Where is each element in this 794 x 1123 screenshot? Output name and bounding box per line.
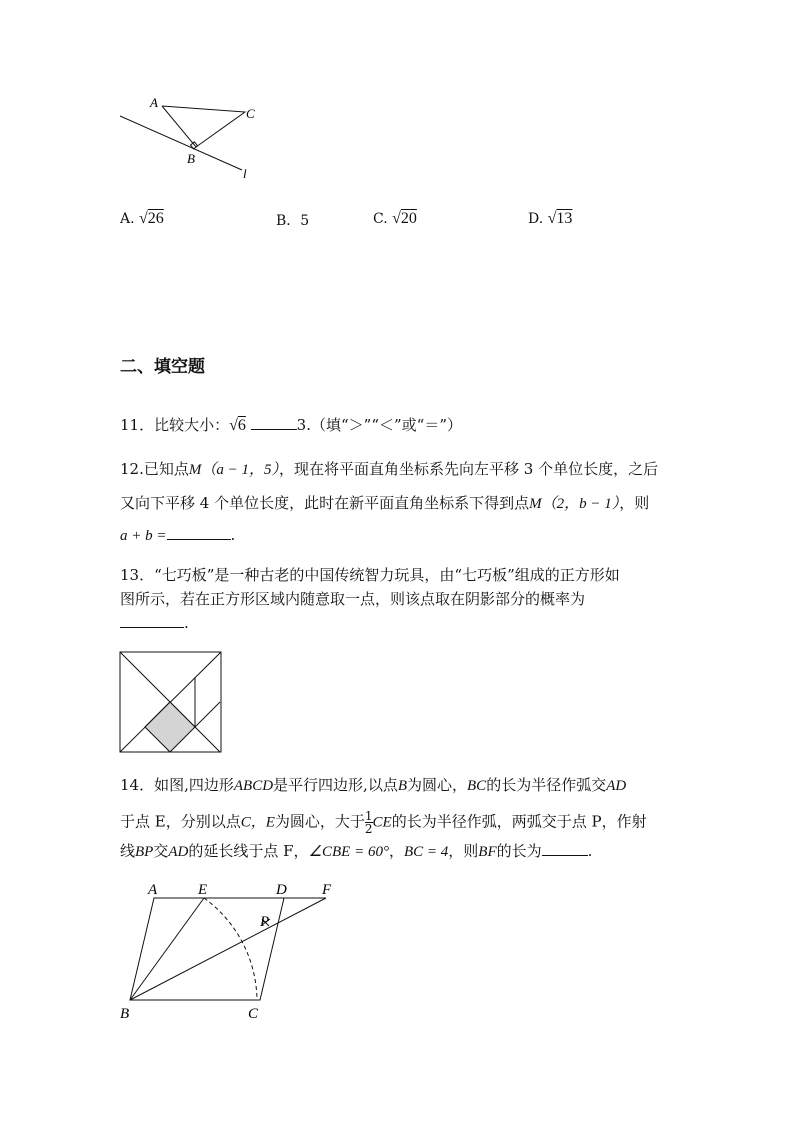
parallelogram-figure [114, 878, 346, 1024]
ray-bf [130, 898, 326, 1000]
label-c: C [248, 1006, 259, 1022]
label-a: A [148, 882, 158, 898]
section-title: 二、填空题 [120, 357, 205, 377]
question-12-line-2: 又向下平移 4 个单位长度，此时在新平面直角坐标系下得到点M（2，b − 1），则 [120, 494, 650, 512]
question-13-line-2: 图所示，若在正方形区域内随意取一点，则该点取在阴影部分的概率为 [120, 590, 586, 608]
option-c: C. √20 [373, 210, 417, 227]
label-b: B [187, 151, 195, 166]
label-a: A [150, 95, 158, 110]
answer-blank-12 [167, 525, 231, 540]
label-d: D [276, 882, 287, 898]
segment-be [130, 898, 204, 1000]
question-12-line-3: a + b = . [120, 526, 236, 544]
question-11: 11．比较大小：√6 3.（填“＞”“＜”或“＝”） [120, 416, 462, 434]
arc-ec [204, 898, 257, 1000]
question-13-line-3: . [120, 612, 189, 634]
label-f: F [322, 882, 332, 898]
answer-blank-13 [120, 613, 184, 628]
answer-blank-14 [542, 841, 588, 856]
label-p: P [260, 914, 270, 930]
label-l: l [243, 166, 247, 181]
triangle-abc [162, 106, 245, 147]
question-14-line-2: 于点 E，分别以点C，E为圆心，大于 $\frac{1}{2}$ CE的长为半径作弧，两弧交于点 P，作射 [120, 809, 647, 836]
label-e: E [198, 882, 208, 898]
label-c: C [246, 106, 255, 121]
option-a: A. √26 [120, 210, 164, 227]
question-13-line-1: 13．“七巧板”是一种古老的中国传统智力玩具，由“七巧板”组成的正方形如 [120, 566, 620, 584]
line-l [120, 116, 242, 170]
option-d: D. √13 [528, 210, 573, 227]
question-14-line-3: 线BP交AD的延长线于点 F，∠CBE = 60°，BC = 4，则BF的长为 . [120, 842, 593, 860]
answer-blank-11 [251, 415, 297, 430]
triangle-figure [112, 92, 272, 184]
option-b: B．5 [276, 213, 310, 229]
tangram-figure [119, 651, 223, 754]
question-14-line-1: 14．如图,四边形ABCD是平行四边形,以点B为圆心，BC的长为半径作弧交AD [120, 776, 627, 794]
label-b: B [120, 1006, 130, 1022]
question-12-line-1: 12.已知点M（a − 1，5），现在将平面直角坐标系先向左平移 3 个单位长度，之后 [120, 460, 659, 478]
